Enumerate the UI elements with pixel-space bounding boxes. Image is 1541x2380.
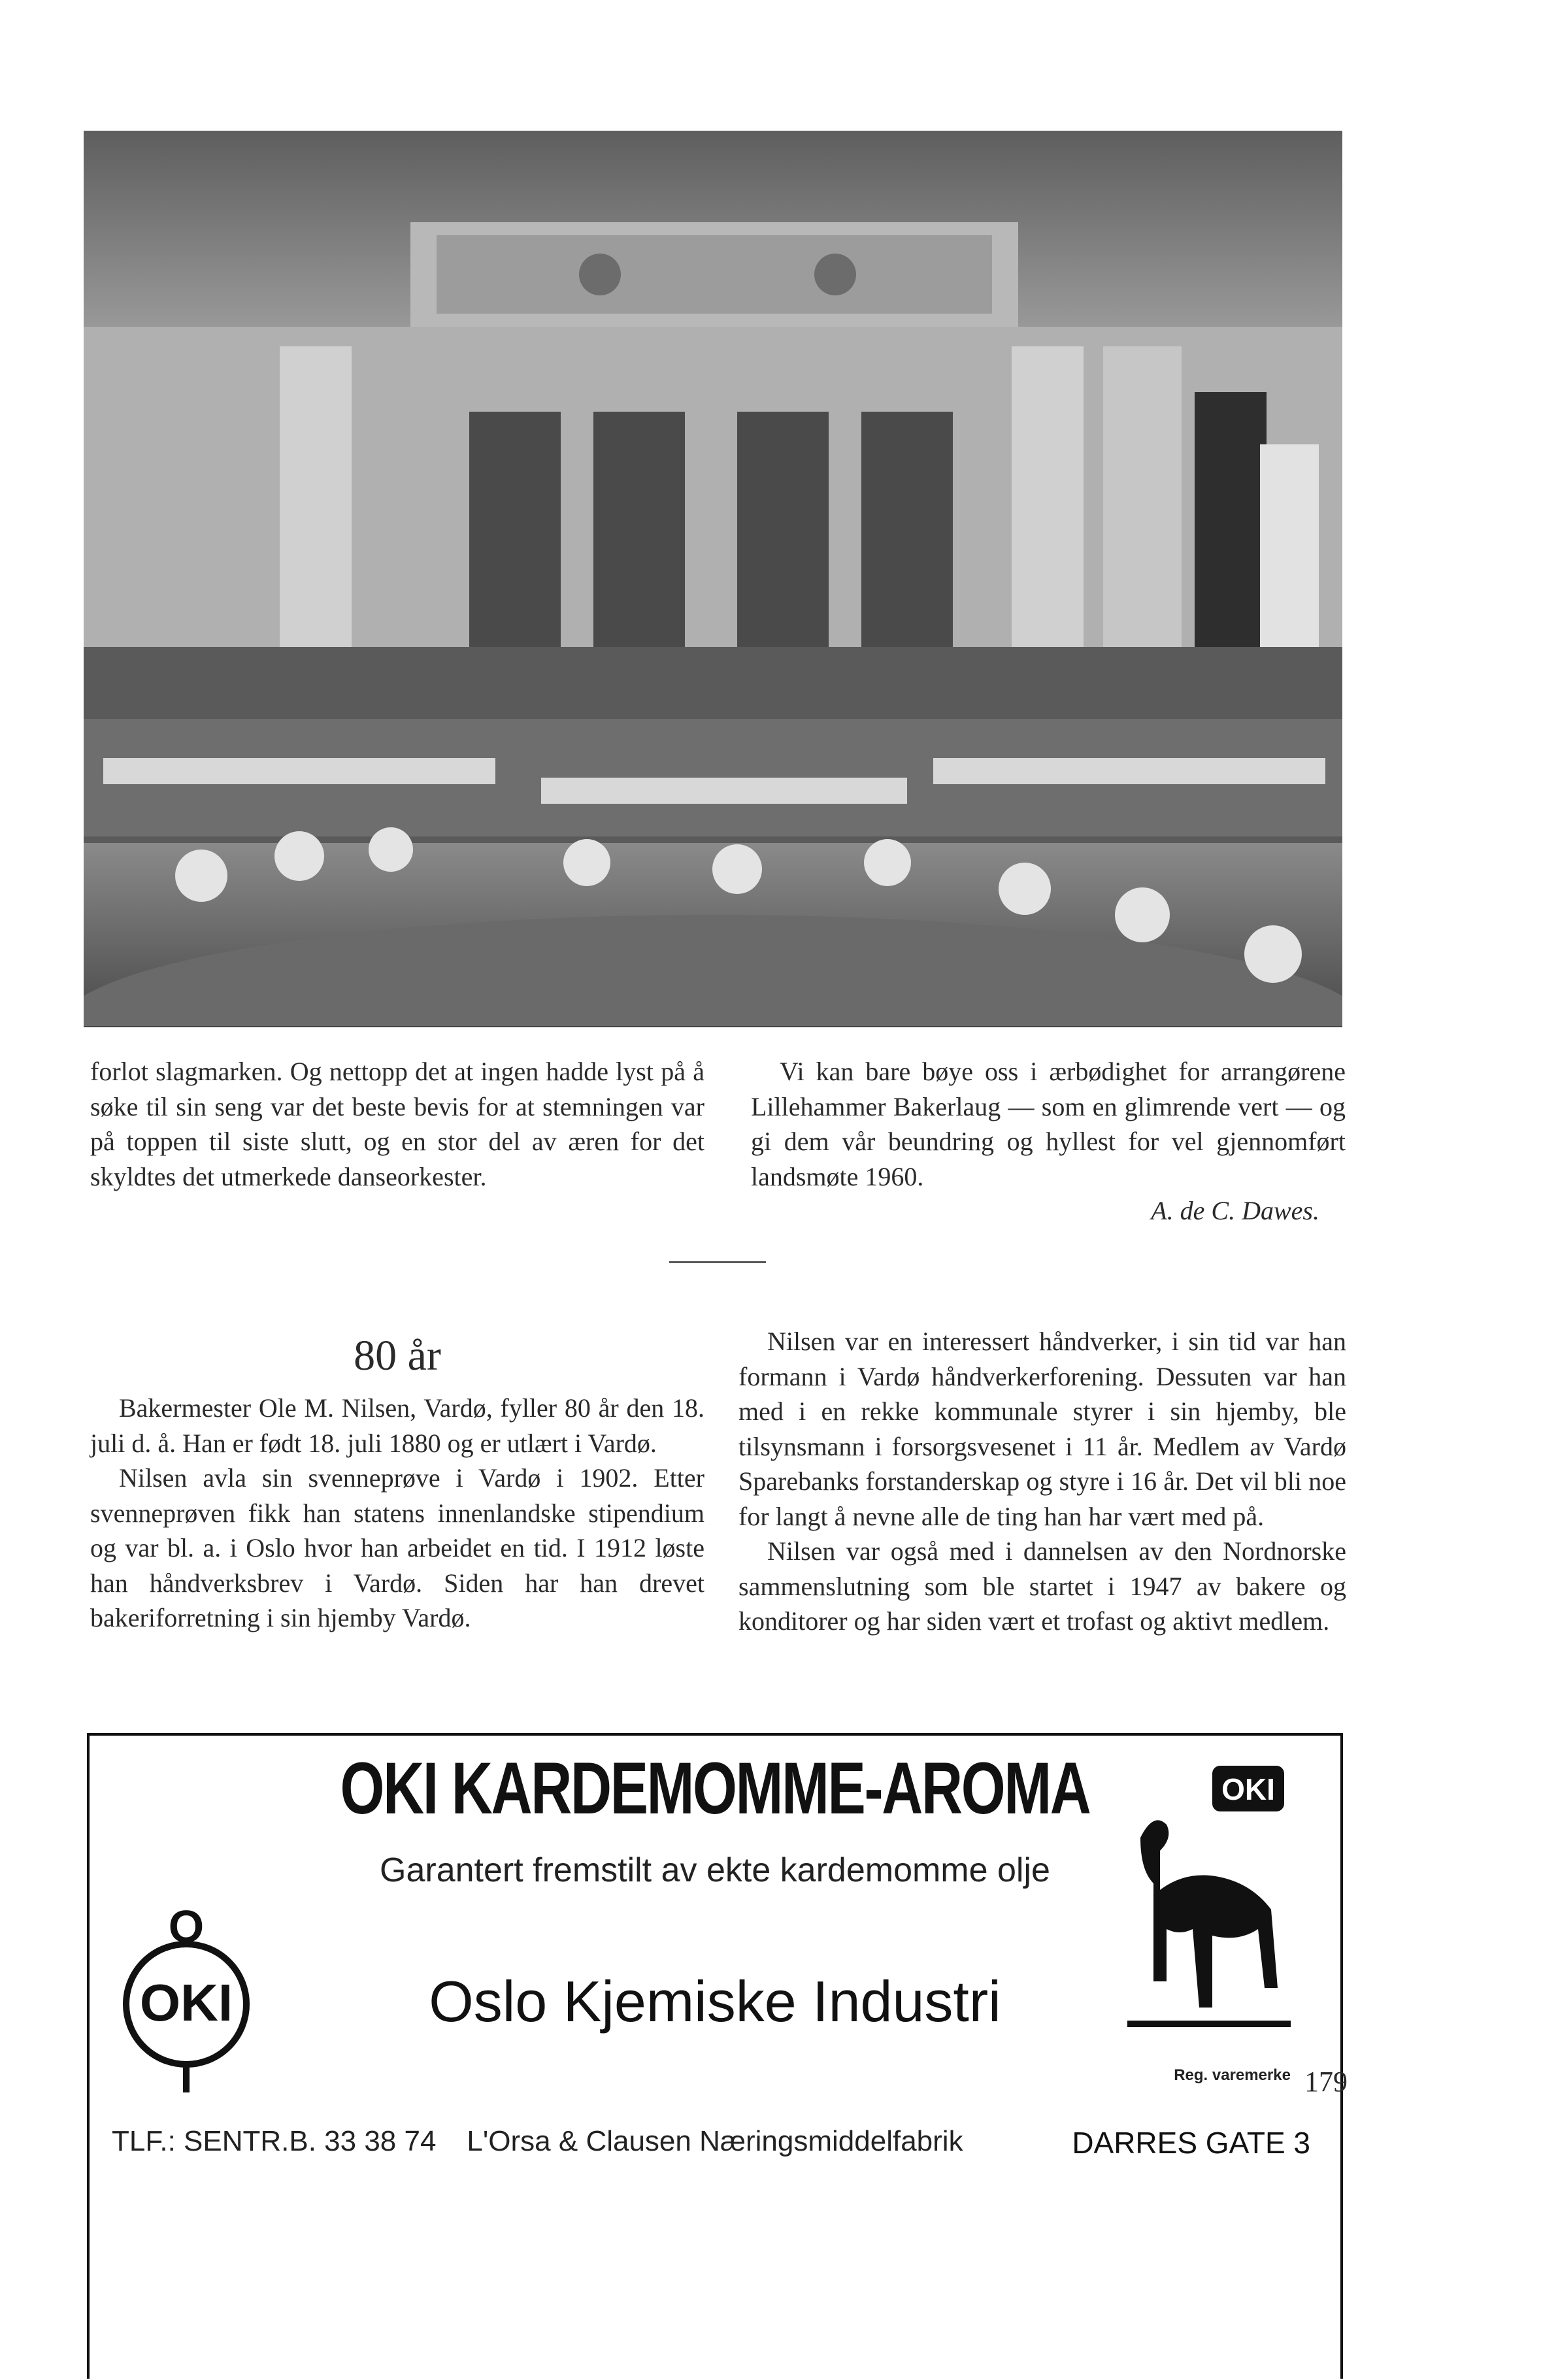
article-paragraph: Nilsen avla sin svenneprøve i Vardø i 1902. Etter svenneprøven fikk han statens innenlandske stipendium og var bl. a. i Oslo hvor han arbeidet en tid. I 1912 løste han håndverksbrev i Vardø. Siden har han drevet bakeriforretning i sin hjemby Vardø. (90, 1463, 704, 1632)
svg-text:I: I (180, 2051, 193, 2102)
ad-phone-number: TLF.: SENTR.B. 33 38 74 (112, 2125, 437, 2157)
banquet-photo (84, 131, 1342, 1027)
closing-paragraph: Vi kan bare bøye oss i ærbødighet for arrangørene Lillehammer Bakerlaug — som en glimrende vert — og gi dem vår beundring og hyllest for vel gjennomført landsmøte 1960. (751, 1057, 1346, 1191)
article-80-right-column (738, 1324, 1346, 1639)
ad-title: OKI KARDEMOMME-AROMA (340, 1747, 1090, 1829)
article-continuation-right (751, 1054, 1346, 1194)
ad-division: L'Orsa & Clausen Næringsmiddelfabrik (467, 2125, 963, 2157)
trademark-note: Reg. varemerke (1174, 2066, 1291, 2084)
svg-text:OKI: OKI (1221, 1772, 1275, 1806)
continuation-paragraph: forlot slagmarken. Og nettopp det at ingen hadde lyst på å søke til sin seng var det beste bevis for at stemningen var på toppen til siste slutt, og en stor del av æren for det skyldtes det utmerkede danseorkester. (90, 1057, 704, 1191)
article-80-left-column (90, 1391, 704, 1636)
camel-trademark-icon (1114, 1759, 1304, 2047)
ad-company-name: Oslo Kjemiske Industri (429, 1969, 1001, 2034)
section-divider (669, 1261, 766, 1263)
article-paragraph: Nilsen var også med i dannelsen av den Nordnorske sammenslutning som ble startet i 1947 av bakere og konditorer og har siden vært et trofast og aktivt medlem. (738, 1536, 1346, 1636)
svg-text:O: O (168, 1901, 205, 1952)
ad-border-left (87, 1733, 90, 2379)
svg-text:OKI: OKI (139, 1974, 233, 2032)
article-heading: 80 år (354, 1332, 441, 1380)
ad-border-top (87, 1733, 1342, 1736)
page-number: 179 (1304, 2066, 1348, 2098)
banquet-photo-illustration (84, 131, 1342, 1026)
ad-address: DARRES GATE 3 (1072, 2126, 1310, 2160)
author-signature: A. de C. Dawes. (1151, 1196, 1319, 1225)
ad-border-right (1340, 1733, 1343, 2379)
article-paragraph: Nilsen var en interessert håndverker, i sin tid var han formann i Vardø håndverkerforening. Dessuten var han med i en rekke kommunale styrer i sin hjemby, ble tilsynsmann i forsorgsvesenet i 11 år. Medlem av Vardø Sparebanks forstanderskap og styre i 16 år. Det vil bli noe for langt å nevne alle de ting han har vært med på. (738, 1327, 1346, 1531)
ad-subtitle: Garantert fremstilt av ekte kardemomme olje (380, 1851, 1050, 1889)
article-continuation-left (90, 1054, 704, 1194)
oki-advertisement (87, 1733, 1343, 2380)
article-paragraph: Bakermester Ole M. Nilsen, Vardø, fyller 80 år den 18. juli d. å. Han er født 18. juli 1880 og er utlært i Vardø. (90, 1393, 704, 1458)
